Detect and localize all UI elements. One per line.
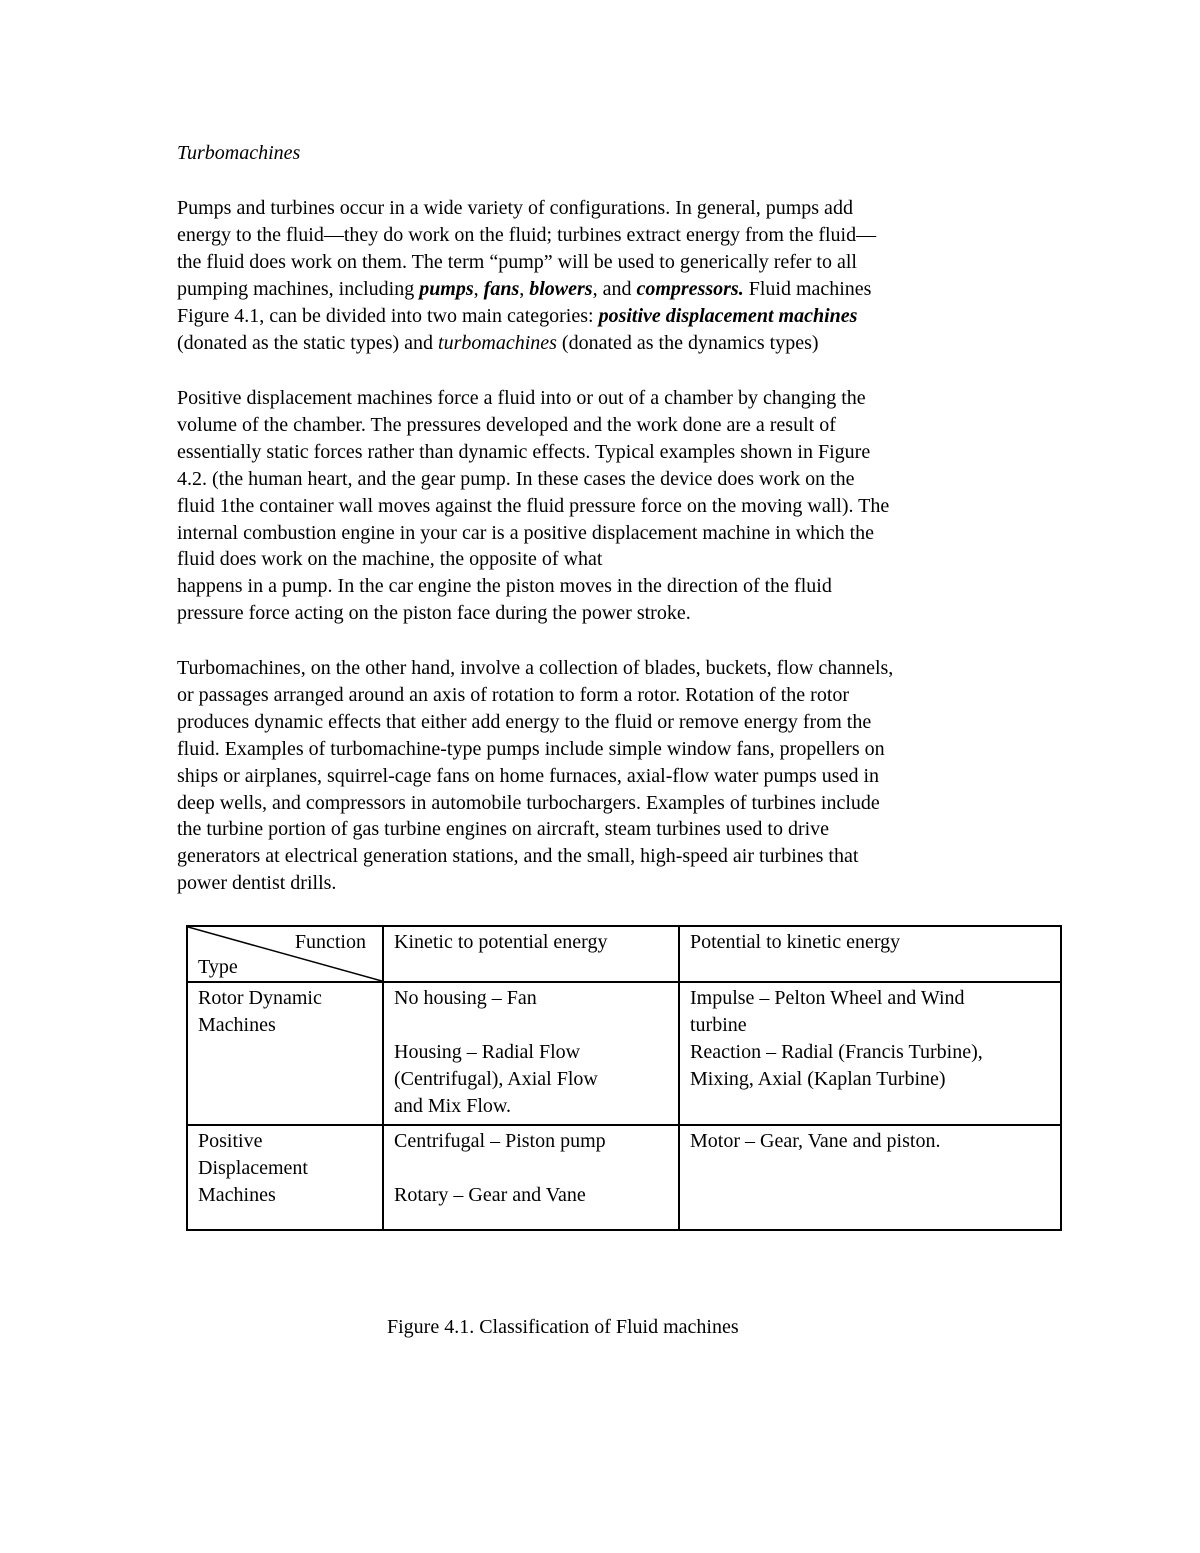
text-line: power dentist drills.: [177, 872, 337, 895]
text-run: (donated as the static types) and: [177, 331, 439, 354]
text-line: deep wells, and compressors in automobile turbochargers. Examples of turbines include: [177, 791, 880, 814]
paragraph-positive-displacement: [177, 385, 1027, 627]
cell-text: Motor – Gear, Vane and piston.: [690, 1130, 941, 1152]
cell-text: Rotor Dynamic: [198, 987, 322, 1009]
text-run: (donated as the dynamics types): [556, 331, 819, 354]
diagonal-header-cell: [187, 926, 383, 982]
text-line: the turbine portion of gas turbine engines on aircraft, steam turbines used to drive: [177, 818, 830, 841]
text-line: internal combustion engine in your car is a positive displacement machine in which the: [177, 521, 875, 544]
text-line: fluid. Examples of turbomachine-type pumps include simple window fans, propellers on: [177, 737, 885, 760]
cell-text: Impulse – Pelton Wheel and Wind: [690, 987, 965, 1009]
text-line: fluid does work on the machine, the opposite of what: [177, 548, 603, 571]
header-type-label: Type: [198, 956, 238, 978]
text-line: Positive displacement machines force a fluid into or out of a chamber by changing the: [177, 387, 866, 409]
emphasis-pumps: pumps: [419, 277, 474, 300]
potential-to-kinetic-cell: [679, 982, 1061, 1125]
text-line: [177, 330, 1027, 357]
type-cell-positive-displacement: [187, 1125, 383, 1230]
text-line: 4.2. (the human heart, and the gear pump. In these cases the device does work on the: [177, 467, 855, 490]
emphasis-positive-displacement: positive displacement machines: [598, 304, 858, 327]
text-run: Fluid machines: [743, 277, 872, 300]
cell-text: Positive: [198, 1130, 263, 1152]
text-line: pressure force acting on the piston face during the power stroke.: [177, 602, 691, 625]
cell-text: Machines: [198, 1014, 276, 1036]
cell-spacer: [394, 1012, 668, 1039]
kinetic-to-potential-cell: [383, 1125, 679, 1230]
kinetic-to-potential-cell: [383, 982, 679, 1125]
cell-text: Centrifugal – Piston pump: [394, 1130, 606, 1152]
text-line: ships or airplanes, squirrel-cage fans on home furnaces, axial-flow water pumps used in: [177, 764, 880, 787]
paragraph-pumps-and-turbines: [177, 195, 1027, 356]
cell-spacer: [394, 1155, 668, 1182]
text-line: [177, 276, 1027, 303]
text-line: volume of the chamber. The pressures developed and the work done are a result of: [177, 413, 836, 436]
text-line: generators at electrical generation stations, and the small, high-speed air turbines that: [177, 845, 859, 868]
type-cell-rotor-dynamic: [187, 982, 383, 1125]
text-run: pumping machines, including: [177, 277, 420, 300]
text-line: energy to the fluid—they do work on the fluid; turbines extract energy from the fluid—: [177, 223, 877, 246]
text-run: , and: [592, 277, 637, 300]
emphasis-fans: fans: [483, 277, 520, 300]
emphasis-blowers: blowers: [529, 277, 593, 300]
header-kinetic-to-potential: Kinetic to potential energy: [383, 926, 679, 982]
header-potential-to-kinetic: Potential to kinetic energy: [679, 926, 1061, 982]
text-line: essentially static forces rather than dynamic effects. Typical examples shown in Figure: [177, 440, 871, 463]
cell-text: Housing – Radial Flow: [394, 1041, 581, 1063]
table-row: [187, 1125, 1061, 1230]
emphasis-compressors: compressors.: [636, 277, 744, 300]
cell-text: Reaction – Radial (Francis Turbine),: [690, 1041, 983, 1063]
potential-to-kinetic-cell: [679, 1125, 1061, 1230]
cell-text: turbine: [690, 1014, 747, 1036]
paragraph-turbomachines: [177, 655, 1027, 897]
text-run: ,: [473, 277, 484, 300]
cell-text: Machines: [198, 1184, 276, 1206]
table-header-row: [187, 926, 1061, 982]
table-row: [187, 982, 1061, 1125]
text-line: [177, 303, 1027, 330]
cell-text: Displacement: [198, 1157, 308, 1179]
text-line: or passages arranged around an axis of rotation to form a rotor. Rotation of the rotor: [177, 683, 850, 706]
text-line: fluid 1the container wall moves against the fluid pressure force on the moving wall). The: [177, 494, 890, 517]
cell-text: Mixing, Axial (Kaplan Turbine): [690, 1068, 946, 1090]
text-run: ,: [519, 277, 530, 300]
cell-text: and Mix Flow.: [394, 1095, 512, 1117]
classification-table: [186, 925, 1062, 1231]
header-function-label: Function: [294, 931, 366, 953]
text-line: produces dynamic effects that either add energy to the fluid or remove energy from the: [177, 710, 872, 733]
text-line: Turbomachines, on the other hand, involve a collection of blades, buckets, flow channels,: [177, 657, 894, 679]
text-line: Pumps and turbines occur in a wide variety of configurations. In general, pumps add: [177, 197, 853, 219]
section-title: Turbomachines: [177, 142, 301, 164]
cell-text: (Centrifugal), Axial Flow: [394, 1068, 598, 1090]
emphasis-turbomachines: turbomachines: [438, 331, 557, 354]
text-run: Figure 4.1, can be divided into two main categories:: [177, 304, 599, 327]
cell-text: No housing – Fan: [394, 987, 537, 1009]
text-line: the fluid does work on them. The term “pump” will be used to generically refer to all: [177, 250, 857, 273]
text-line: happens in a pump. In the car engine the piston moves in the direction of the fluid: [177, 575, 832, 598]
cell-text: Rotary – Gear and Vane: [394, 1184, 586, 1206]
figure-caption: Figure 4.1. Classification of Fluid machines: [387, 1316, 739, 1338]
